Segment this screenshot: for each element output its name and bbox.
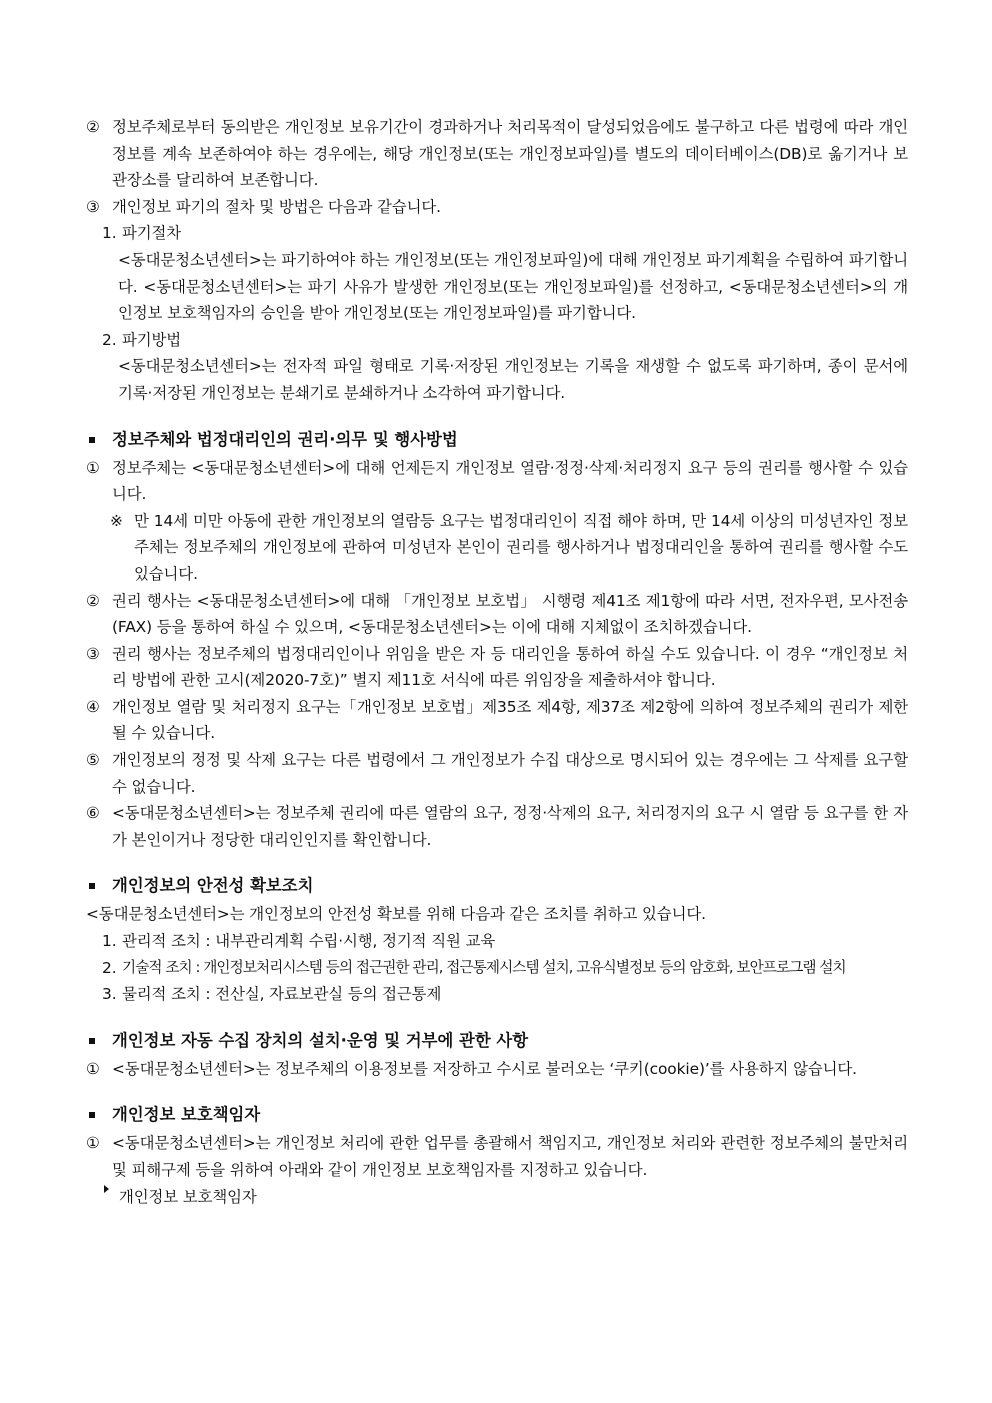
paragraph-text: <동대문청소년센터>는 정보주체의 이용정보를 저장하고 수시로 불러오는 ‘쿠키(cookie)’를 사용하지 않습니다. [112,1059,857,1078]
security-item [86,981,908,1008]
section-title-text: 개인정보 보호책임자 [112,1105,261,1125]
paragraph-text: 개인정보의 정정 및 삭제 요구는 다른 법령에서 그 개인정보가 수집 대상으로 명시되어 있는 경우에는 그 삭제를 요구할 수 없습니다. [112,751,908,796]
method-body [86,353,908,406]
list-text: 물리적 조치 : 전산실, 자료보관실 등의 접근통제 [122,985,442,1004]
circled-number: ④ [86,697,100,716]
square-bullet-icon [89,437,95,443]
list-number: 1. [102,224,117,243]
rights-note [86,508,908,588]
list-text: 관리적 조치 : 내부관리계획 수립·시행, 정기적 직원 교육 [122,932,496,951]
square-bullet-icon [89,1112,95,1118]
cookies-item [86,1056,908,1083]
list-number: 3. [102,985,117,1004]
paragraph-text: <동대문청소년센터>는 전자적 파일 형태로 기록·저장된 개인정보는 기록을 재생할 수 없도록 파기하며, 종이 문서에 기록·저장된 개인정보는 분쇄기로 분쇄하거나 소각하여 파기합니다. [118,357,908,402]
paragraph-text: 개인정보 파기의 절차 및 방법은 다음과 같습니다. [112,197,441,216]
rights-item [86,800,908,853]
paragraph-text: <동대문청소년센터>는 정보주체 권리에 따른 열람의 요구, 정정·삭제의 요구, 처리정지의 요구 시 열람 등 요구를 한 자가 본인이거나 정당한 대리인인지를 확인합니다. [112,804,908,849]
subheading-procedure [86,220,908,247]
section-title-text: 정보주체와 법정대리인의 권리·의무 및 행사방법 [112,429,458,449]
subheading-text: 파기절차 [122,224,182,243]
subheading-method [86,327,908,354]
circled-number: ⑤ [86,751,100,770]
square-bullet-icon [89,883,95,889]
square-bullet-icon [89,1038,95,1044]
procedure-body [86,247,908,327]
section-title-rights [86,427,908,453]
paragraph-text: 권리 행사는 <동대문청소년센터>에 대해 「개인정보 보호법」 시행령 제41조 제1항에 따라 서면, 전자우편, 모사전송(FAX) 등을 통하여 하실 수 있으며, <동대문청소년센터>는 이에 대해 지체없이 조치하겠습니다. [112,591,908,637]
circled-number: ⑥ [86,804,100,823]
circled-number: ① [86,1134,100,1153]
rights-item [86,455,908,508]
reference-mark-icon: ※ [110,511,123,530]
circled-number: ② [86,118,100,136]
document-page [86,114,908,1210]
section-title-security [86,873,908,899]
rights-item [86,747,908,800]
officer-bullet [86,1184,908,1211]
paragraph-text: 정보주체는 <동대문청소년센터>에 대해 언제든지 개인정보 열람·정정·삭제·처리정지 요구 등의 권리를 행사할 수 있습니다. [112,458,908,504]
section-title-text: 개인정보의 안전성 확보조치 [112,876,314,896]
section-title-text: 개인정보 자동 수집 장치의 설치·운영 및 거부에 관한 사항 [112,1030,529,1050]
rights-item [86,641,908,694]
paragraph-text: 권리 행사는 정보주체의 법정대리인이나 위임을 받은 자 등 대리인을 통하여 하실 수도 있습니다. 이 경우 “개인정보 처리 방법에 관한 고시(제2020-7호)” 별지 제11호 서식에 따른 위임장을 제출하셔야 합니다. [112,644,908,690]
paragraph-text: 정보주체로부터 동의받은 개인정보 보유기간이 경과하거나 처리목적이 달성되었음에도 불구하고 다른 법령에 따라 개인정보를 계속 보존하여야 하는 경우에는, 해당 개인정보(또는 개인정보파일)를 별도의 데이터베이스(DB)로 옮기거나 보관장소를 달리하여 보존합니다. [112,118,908,190]
security-item [86,955,908,982]
rights-item [86,694,908,747]
officer-item [86,1130,908,1183]
paragraph-destruction-procedure [86,194,908,221]
triangle-bullet-icon [104,1185,109,1193]
paragraph-text: 개인정보 열람 및 처리정지 요구는「개인정보 보호법」제35조 제4항, 제37조 제2항에 의하여 정보주체의 권리가 제한 될 수 있습니다. [112,697,908,743]
list-number: 2. [102,958,117,977]
rights-item [86,588,908,641]
circled-number: ③ [86,644,100,663]
circled-number: ① [86,458,100,477]
bullet-text: 개인정보 보호책임자 [119,1187,257,1206]
note-text: 만 14세 미만 아동에 관한 개인정보의 열람등 요구는 법정대리인이 직접 해야 하며, 만 14세 이상의 미성년자인 정보주체는 정보주체의 개인정보에 관하여 미성년자 본인이 권리를 행사하거나 법정대리인을 통하여 권리를 행사할 수도 있습니다. [134,511,908,583]
paragraph-retention [86,114,908,194]
list-number: 2. [102,330,117,349]
paragraph-text: <동대문청소년센터>는 파기하여야 하는 개인정보(또는 개인정보파일)에 대해 개인정보 파기계획을 수립하여 파기합니다. <동대문청소년센터>는 파기 사유가 발생한 개인정보(또는 개인정보파일)를 선정하고, <동대문청소년센터>의 개인정보 보호책임자의 승인을 받아 개인정보(또는 개인정보파일)를 파기합니다. [118,250,908,323]
subheading-text: 파기방법 [122,330,182,349]
section-title-cookies [86,1028,908,1054]
security-item [86,928,908,955]
circled-number: ② [86,591,100,610]
circled-number: ③ [86,197,100,216]
section-title-officer [86,1102,908,1128]
circled-number: ① [86,1059,100,1078]
security-intro: <동대문청소년센터>는 개인정보의 안전성 확보를 위해 다음과 같은 조치를 취하고 있습니다. [86,905,706,924]
paragraph-text: <동대문청소년센터>는 개인정보 처리에 관한 업무를 총괄해서 책임지고, 개인정보 처리와 관련한 정보주체의 불만처리 및 피해구제 등을 위하여 아래와 같이 개인정보 보호책임자를 지정하고 있습니다. [112,1134,908,1179]
list-number: 1. [102,932,117,951]
list-text: 기술적 조치 : 개인정보처리시스템 등의 접근권한 관리, 접근통제시스템 설치, 고유식별정보 등의 암호화, 보안프로그램 설치 [122,958,846,976]
